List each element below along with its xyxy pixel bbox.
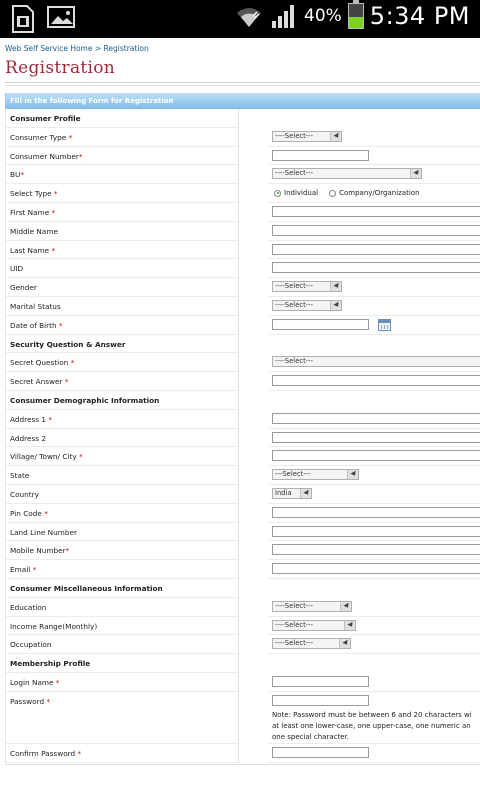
form-row-date-of-birth (6, 316, 480, 335)
section-heading (10, 396, 159, 405)
column-divider (238, 222, 239, 241)
field-label (10, 152, 83, 161)
village-town-city-input[interactable] (272, 450, 480, 461)
chevron-down-icon (344, 621, 355, 630)
date-of-birth-input[interactable] (272, 319, 369, 330)
chevron-down-icon (347, 470, 358, 479)
status-bar (0, 0, 480, 38)
label-text: Last Name (10, 245, 50, 255)
form-row-income-range-monthly (6, 617, 480, 636)
label-text: Consumer Type (10, 132, 67, 142)
form-row-password (6, 692, 480, 744)
sim-card-icon (10, 4, 36, 34)
form-row-uid (6, 259, 480, 278)
column-divider (238, 391, 239, 410)
section-consumer-profile (6, 109, 480, 128)
form-row-bu (6, 165, 480, 184)
select-value: ----Select--- (275, 620, 314, 629)
secret-answer-input[interactable] (272, 375, 480, 386)
select-value: ---Select--- (275, 470, 311, 479)
required-asterisk: * (66, 132, 73, 142)
required-asterisk: * (46, 414, 52, 424)
column-divider (238, 579, 239, 598)
column-divider (238, 560, 239, 579)
login-name-input[interactable] (272, 676, 369, 687)
field-label (10, 434, 46, 443)
education-select[interactable] (272, 601, 352, 612)
radio-individual[interactable] (274, 190, 281, 197)
column-divider (238, 466, 239, 485)
chevron-down-icon (340, 602, 351, 611)
form-row-email (6, 560, 480, 579)
column-divider (238, 335, 239, 354)
form-row-last-name (6, 241, 480, 260)
field-label (10, 283, 37, 292)
required-asterisk: * (49, 207, 56, 217)
label-text: Mobile Number (10, 546, 66, 556)
form-row-land-line-number (6, 523, 480, 542)
form-row-middle-name (6, 222, 480, 241)
row-divider (6, 762, 238, 763)
column-divider (238, 541, 239, 560)
section-consumer-demographic-information (6, 391, 480, 410)
label-text: First Name (10, 207, 50, 217)
required-asterisk: * (53, 677, 60, 687)
label-text: Address 1 (10, 414, 47, 424)
label-text: Marital Status (10, 301, 61, 311)
label-text: Email (10, 565, 31, 575)
field-label (10, 321, 63, 330)
select-value: ----Select--- (275, 282, 314, 291)
label-text: Consumer Number (10, 151, 79, 161)
column-divider (238, 523, 239, 542)
income-range-monthly-select[interactable] (272, 620, 356, 631)
form-row-first-name (6, 203, 480, 222)
column-divider (238, 316, 239, 335)
marital-status-select[interactable] (272, 300, 342, 311)
select-value: ----Select--- (275, 601, 314, 610)
label-text: Secret Question (10, 358, 69, 368)
email-input[interactable] (272, 563, 480, 574)
field-label (10, 528, 77, 537)
column-divider (238, 278, 239, 297)
form-row-confirm-password (6, 744, 480, 763)
password-note-line: at least one lower-case, one upper-case, one numeric an (272, 721, 471, 730)
gender-select[interactable] (272, 281, 342, 292)
password-input[interactable] (272, 695, 369, 706)
form-row-gender (6, 278, 480, 297)
form-header: Fill in the following Form for Registration (5, 93, 480, 109)
chevron-down-icon (300, 489, 311, 498)
field-label (10, 170, 24, 179)
battery-icon (348, 3, 364, 29)
section-heading (10, 114, 81, 123)
secret-question-select[interactable] (272, 356, 480, 367)
form-row-secret-answer (6, 372, 480, 391)
label-text: Date of Birth (10, 320, 57, 330)
column-divider (238, 635, 239, 654)
select-value: ----Select--- (275, 169, 314, 178)
form-row-select-type (6, 184, 480, 203)
column-divider (238, 147, 239, 166)
label-text: UID (10, 264, 24, 274)
select-type-radio-group (274, 189, 420, 197)
clock: 5:34 PM (369, 2, 470, 30)
radio-company-organization[interactable] (329, 190, 336, 197)
column-divider (238, 184, 239, 203)
column-divider (238, 692, 239, 744)
label-text: Income Range(Monthly) (10, 621, 98, 631)
mobile-number-input[interactable] (272, 544, 480, 555)
column-divider (238, 617, 239, 636)
form-row-country (6, 485, 480, 504)
battery-percent: 40% (304, 6, 342, 26)
middle-name-input[interactable] (272, 225, 480, 236)
last-name-input[interactable] (272, 244, 480, 255)
field-label (10, 264, 23, 273)
column-divider (238, 128, 239, 147)
column-divider (238, 429, 239, 448)
title-divider-secondary (5, 85, 480, 86)
required-asterisk: * (41, 508, 48, 518)
required-asterisk: * (56, 320, 63, 330)
form-row-marital-status (6, 297, 480, 316)
consumer-type-select[interactable] (272, 131, 342, 142)
required-asterisk: * (49, 245, 56, 255)
column-divider (238, 353, 239, 372)
field-label (10, 452, 83, 461)
consumer-number-input[interactable] (272, 150, 369, 161)
column-divider (238, 109, 239, 128)
label-text: Education (10, 602, 47, 612)
field-label (10, 227, 58, 236)
section-heading (10, 659, 90, 668)
column-divider (238, 654, 239, 673)
column-divider (238, 673, 239, 692)
form-row-consumer-type (6, 128, 480, 147)
field-label (10, 678, 60, 687)
breadcrumb[interactable]: Web Self Service Home > Registration (5, 44, 149, 53)
label-text: Village/ Town/ City (10, 452, 77, 462)
form-row-consumer-number (6, 147, 480, 166)
field-label (10, 509, 48, 518)
first-name-input[interactable] (272, 206, 480, 217)
address-1-input[interactable] (272, 413, 480, 424)
required-asterisk: * (75, 748, 82, 758)
field-label (10, 640, 51, 649)
column-divider (238, 598, 239, 617)
column-divider (238, 203, 239, 222)
form-row-pin-code (6, 504, 480, 523)
chevron-down-icon (339, 639, 350, 648)
label-text: Land Line Number (10, 527, 77, 537)
required-asterisk: * (62, 377, 69, 387)
row-divider (268, 762, 480, 763)
form-row-village-town-city (6, 447, 480, 466)
field-label (10, 246, 55, 255)
select-value: ----Select--- (275, 131, 314, 140)
label-text: Middle Name (10, 226, 58, 236)
label-text: Membership Profile (10, 659, 91, 669)
required-asterisk: * (68, 358, 75, 368)
form-row-occupation (6, 635, 480, 654)
label-text: Pin Code (10, 508, 42, 518)
column-divider (238, 485, 239, 504)
required-asterisk: * (51, 189, 58, 199)
section-membership-profile (6, 654, 480, 673)
label-text: Security Question & Answer (10, 339, 126, 349)
chevron-down-icon (330, 282, 341, 291)
page-title: Registration (5, 58, 116, 78)
label-text: Secret Answer (10, 377, 63, 387)
password-note-line: Note: Password must be between 6 and 20 characters wi (272, 710, 472, 719)
form-row-mobile-number (6, 541, 480, 560)
label-text: Consumer Demographic Information (10, 395, 160, 405)
password-note (272, 710, 480, 743)
field-label (10, 565, 36, 574)
section-heading (10, 340, 125, 349)
label-text: State (10, 471, 30, 481)
field-label (10, 749, 81, 758)
state-select[interactable] (272, 469, 359, 480)
field-label (10, 133, 72, 142)
chevron-down-icon (330, 132, 341, 141)
form-row-education (6, 598, 480, 617)
column-divider (238, 447, 239, 466)
form-row-state (6, 466, 480, 485)
field-label (10, 622, 97, 631)
column-divider (238, 504, 239, 523)
radio-label: Company/Organization (339, 189, 420, 198)
column-divider (238, 297, 239, 316)
field-label (10, 358, 74, 367)
label-text: Login Name (10, 677, 54, 687)
column-divider (238, 259, 239, 278)
image-notification-icon (46, 4, 76, 30)
section-heading (10, 584, 163, 593)
uid-input[interactable] (272, 262, 480, 273)
bu-select[interactable] (272, 168, 422, 179)
wifi-icon (234, 3, 264, 29)
land-line-number-input[interactable] (272, 526, 480, 537)
select-value: ----Select--- (275, 300, 314, 309)
field-label (10, 603, 46, 612)
field-label (10, 697, 50, 706)
radio-label: Individual (284, 189, 319, 198)
field-label (10, 302, 61, 311)
required-asterisk: * (30, 565, 37, 575)
select-value: India (275, 488, 292, 497)
column-divider (238, 744, 239, 763)
label-text: Address 2 (10, 433, 47, 443)
label-text: Country (10, 489, 39, 499)
form-row-secret-question (6, 353, 480, 372)
label-text: Occupation (10, 640, 52, 650)
chevron-down-icon (330, 301, 341, 310)
column-divider (238, 410, 239, 429)
field-label (10, 490, 39, 499)
label-text: BU (10, 170, 21, 180)
form-bottom-divider (5, 764, 480, 765)
form-row-login-name (6, 673, 480, 692)
label-text: Password (10, 696, 45, 706)
field-label (10, 415, 52, 424)
label-text: Consumer Miscellaneous Information (10, 583, 163, 593)
select-value: ----Select--- (275, 357, 314, 366)
form-rows (5, 109, 480, 763)
calendar-icon[interactable] (378, 319, 391, 331)
required-asterisk: * (76, 452, 83, 462)
country-select[interactable] (272, 488, 312, 499)
field-label (10, 471, 29, 480)
form-row-address-1 (6, 410, 480, 429)
registration-form (5, 93, 480, 763)
required-asterisk: * (65, 546, 70, 556)
address-2-input[interactable] (272, 432, 480, 443)
field-label (10, 377, 69, 386)
field-label (10, 208, 55, 217)
occupation-select[interactable] (272, 638, 351, 649)
confirm-password-input[interactable] (272, 747, 369, 758)
column-divider (238, 165, 239, 184)
required-asterisk: * (20, 170, 25, 180)
title-divider (5, 82, 480, 83)
label-text: Select Type (10, 189, 52, 199)
required-asterisk: * (78, 151, 83, 161)
pin-code-input[interactable] (272, 507, 480, 518)
section-security-question-answer (6, 335, 480, 354)
required-asterisk: * (44, 696, 51, 706)
label-text: Gender (10, 283, 37, 293)
column-divider (238, 241, 239, 260)
password-note-line: one special character. (272, 732, 350, 741)
label-text: Confirm Password (10, 748, 76, 758)
signal-icon (270, 3, 298, 29)
select-value: ----Select--- (275, 639, 314, 648)
chevron-down-icon (410, 169, 421, 178)
field-label (10, 189, 58, 198)
section-consumer-miscellaneous-information (6, 579, 480, 598)
label-text: Consumer Profile (10, 114, 81, 123)
field-label (10, 546, 69, 555)
column-divider (238, 372, 239, 391)
form-row-address-2 (6, 429, 480, 448)
